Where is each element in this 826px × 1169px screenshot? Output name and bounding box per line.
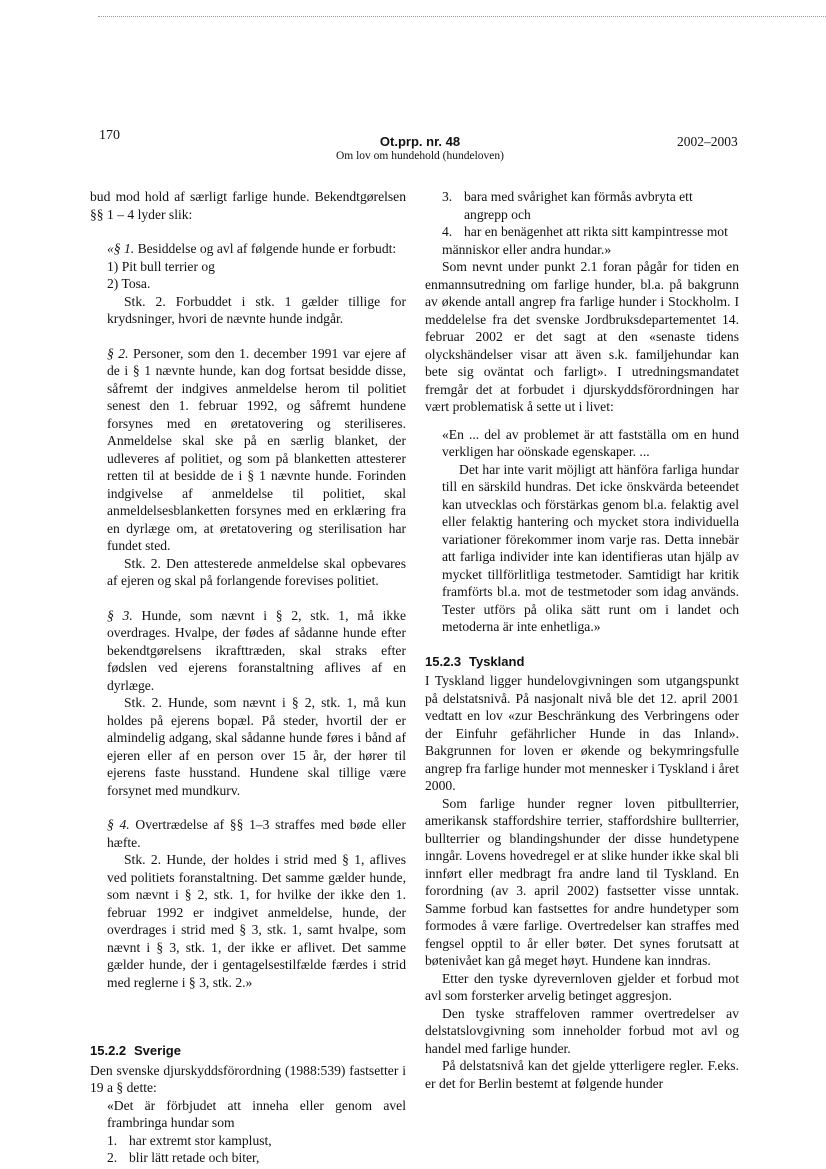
list-item: 4. har en benägenhet att rikta sitt kampintresse mot: [442, 224, 728, 239]
section-heading-sverige: 15.2.2 Sverige: [90, 1043, 181, 1058]
section-1-text: Besiddelse og avl af følgende hunde er forbudt:: [134, 241, 397, 256]
left-column: [90, 188, 406, 1167]
utredning-quote: [425, 426, 739, 636]
section-1-stk2: Stk. 2. Forbuddet i stk. 1 gælder tillige for krydsninger, hvori de nævnte hunde indgår.: [107, 293, 406, 326]
section-4-mark: § 4.: [107, 817, 130, 832]
list-item: 2. blir lätt retade och biter,: [107, 1150, 260, 1165]
document-title: Ot.prp. nr. 48: [379, 134, 461, 149]
sverige-paragraph: Den svenske djurskyddsförordning (1988:539) fastsetter i 19 a § dette:: [90, 1062, 406, 1095]
tyskland-paragraph-5: På delstatsnivå kan det gjelde ytterligere regler. F.eks. er det for Berlin bestemt at følgende hunder: [425, 1058, 739, 1091]
section-1-item-2: 2) Tosa.: [107, 276, 151, 291]
section-heading-tyskland: 15.2.3 Tyskland: [425, 653, 525, 669]
quote-paragraph-2: Det har inte varit möjligt att hänföra farliga hundar till en särskild hundras. Det icke önskvärda beteendet kan utvecklas och förstärkas genom bl.a. felaktig avel eller felaktig hantering och mycket stora individuella variationer förekommer inom varje ras. Detta innebär att farliga individer inte kan identifieras utan hjälp av mycket tillförlitliga testmetoder. Samtidigt har kritik framförts bl.a. mot de testmetoder som idag används. Tester utförs på olika sätt runt om i landet och metoderna är inte enhetliga.»: [442, 461, 739, 634]
sverige-quote-continued: [425, 188, 739, 258]
right-column: [425, 188, 739, 1092]
top-rule: [98, 16, 826, 17]
sverige-list: [107, 1132, 406, 1167]
paragraph-utredning: Som nevnt under punkt 2.1 foran pågår for tiden en enmannsutredning om farlige hunder, bl.a. på bakgrunn av økende antall angrep fra farlige hunder i Stockholm. I meddelelse fra det svenske Jordbruksdepartementet 14. februar 2002 er det sagt at den «senaste tidens olyckshändelser visar att även s.k. familjehundar kan bete sig oväntat och farligt». I utredningsmandatet fremgår det at forbudet i djurskyddsförordningen har vært problematisk å sette ut i livet:: [425, 259, 739, 414]
section-1-item-1: 1) Pit bull terrier og: [107, 258, 215, 274]
document-subtitle: Om lov om hundehold (hundeloven): [335, 150, 504, 162]
tyskland-paragraph-2: Som farlige hunder regner loven pitbullterrier, amerikansk staffordshire terrier, staffordshire bullterrier, bullterrier og blandingshunder der disse hundetypene inngår. Lovens hovedregel er at slike hunder ikke skal bli innført eller medbragt fra andre land til Tyskland. En forordning (av 3. april 2002) fastsetter visse unntak. Samme forbud kan fastsettes for andre hundetyper som formodes å være farlige. Overtredelser kan straffes med fengsel opptil to år eller bøter. Det synes forutsatt at bøtenivået kan gå meget høyt. Hundene kan inndras.: [425, 795, 739, 968]
section-3-stk2: Stk. 2. Hunde, som nævnt i § 2, stk. 1, må kun holdes på ejerens bopæl. På steder, hvortil der er almindelig adgang, skal sådanne hunde føres i bånd af ejeren eller af en person over 15 år, der hører til ejerens faste husstand. Hundene skal tillige være forsynet med mundkurv.: [107, 695, 406, 798]
section-1-quote: [90, 240, 406, 991]
list-item: 1. har extremt stor kamplust,: [107, 1132, 272, 1148]
sverige-quote: [90, 1097, 406, 1167]
section-1-mark: «§ 1.: [107, 241, 135, 256]
list-end: människor eller andra hundar.»: [442, 241, 612, 257]
section-4-stk2: Stk. 2. Hunde, der holdes i strid med § 1, aflives ved politiets foranstaltning. Det samme gælder hunde, som nævnt i § 2, stk. 1, for hvilke der ikke den 1. februar 1992 er indgivet anmeldelse, hunde, der overdrages i strid med § 3, stk. 1, samt hvalpe, som nævnt i § 3, stk. 1, der ikke er aflivet. Det samme gælder hunde, der i gentagelsestilfælde færdes i strid med reglerne i § 3, stk. 2.»: [107, 852, 406, 990]
sverige-quote-intro: «Det är förbjudet att inneha eller genom avel frambringa hundar som: [107, 1097, 406, 1130]
tyskland-paragraph-4: Den tyske straffeloven rammer overtredelser av delstatslovgivning som inneholder forbud mot avl og handel med farlige hunder.: [425, 1005, 739, 1056]
document-year: 2002–2003: [677, 134, 738, 149]
section-3-text: Hunde, som nævnt i § 2, stk. 1, må ikke overdrages. Hvalpe, der fødes af sådanne hunde efter bekendtgørelsens ikrafttræden, skal straks efter fødslen ved ejerens foranstaltning aflives af en dyrlæge.: [107, 607, 407, 693]
section-2-stk2: Stk. 2. Den attesterede anmeldelse skal opbevares af ejeren og skal på forlangende forevises politiet.: [107, 555, 406, 588]
section-2-text: Personer, som den 1. december 1991 var ejere af de i § 1 nævnte hunde, kan dog fortsat besidde disse, såfremt der indgives anmeldelse herom til politiet senest den 1. februar 1992, og såfremt hundene forsynes med en øretatovering og steriliseres. Anmeldelse skal ske på en særlig blanket, der udleveres af politiet, og som på blanketten attesterer retten til at besidde de i § 1 nævnte hunde. Forinden indgivelse af anmeldelse til politiet, skal anmeldelsesblanketten forsynes med en erklæring fra en dyrlæge om, at øretatovering og sterilisation har fundet sted.: [107, 345, 406, 553]
tyskland-paragraph-3: Etter den tyske dyrevernloven gjelder et forbud mot avl som forsterker arvelig betinget aggresjon.: [425, 970, 739, 1003]
intro-paragraph: bud mod hold af særligt farlige hunde. Bekendtgørelsen §§ 1 – 4 lyder slik:: [90, 189, 406, 222]
page-number: 170: [99, 128, 120, 143]
sverige-list-continued: [442, 188, 739, 241]
list-item: 3. bara med svårighet kan förmås avbryta ett angrepp och: [442, 189, 693, 222]
section-3-mark: § 3.: [107, 607, 133, 623]
tyskland-paragraph-1: I Tyskland ligger hundelovgivningen som utgangspunkt på delstatsnivå. På nasjonalt nivå ble det 12. april 2001 vedtatt en lov «zur Beschränkung des Verbringens oder der Einfuhr gefährlicher Hunde in das Inland». Bakgrunnen for loven er økende og bekymringsfulle angrep fra farlige hunder mot mennesker i Tyskland i året 2000.: [425, 673, 739, 793]
quote-paragraph-1: «En ... del av problemet är att fastställa om en hund verkligen har oönskade egenskaper. ...: [442, 426, 739, 459]
section-4-text: Overtrædelse af §§ 1–3 straffes med bøde eller hæfte.: [107, 817, 406, 850]
section-2-mark: § 2.: [107, 345, 129, 361]
